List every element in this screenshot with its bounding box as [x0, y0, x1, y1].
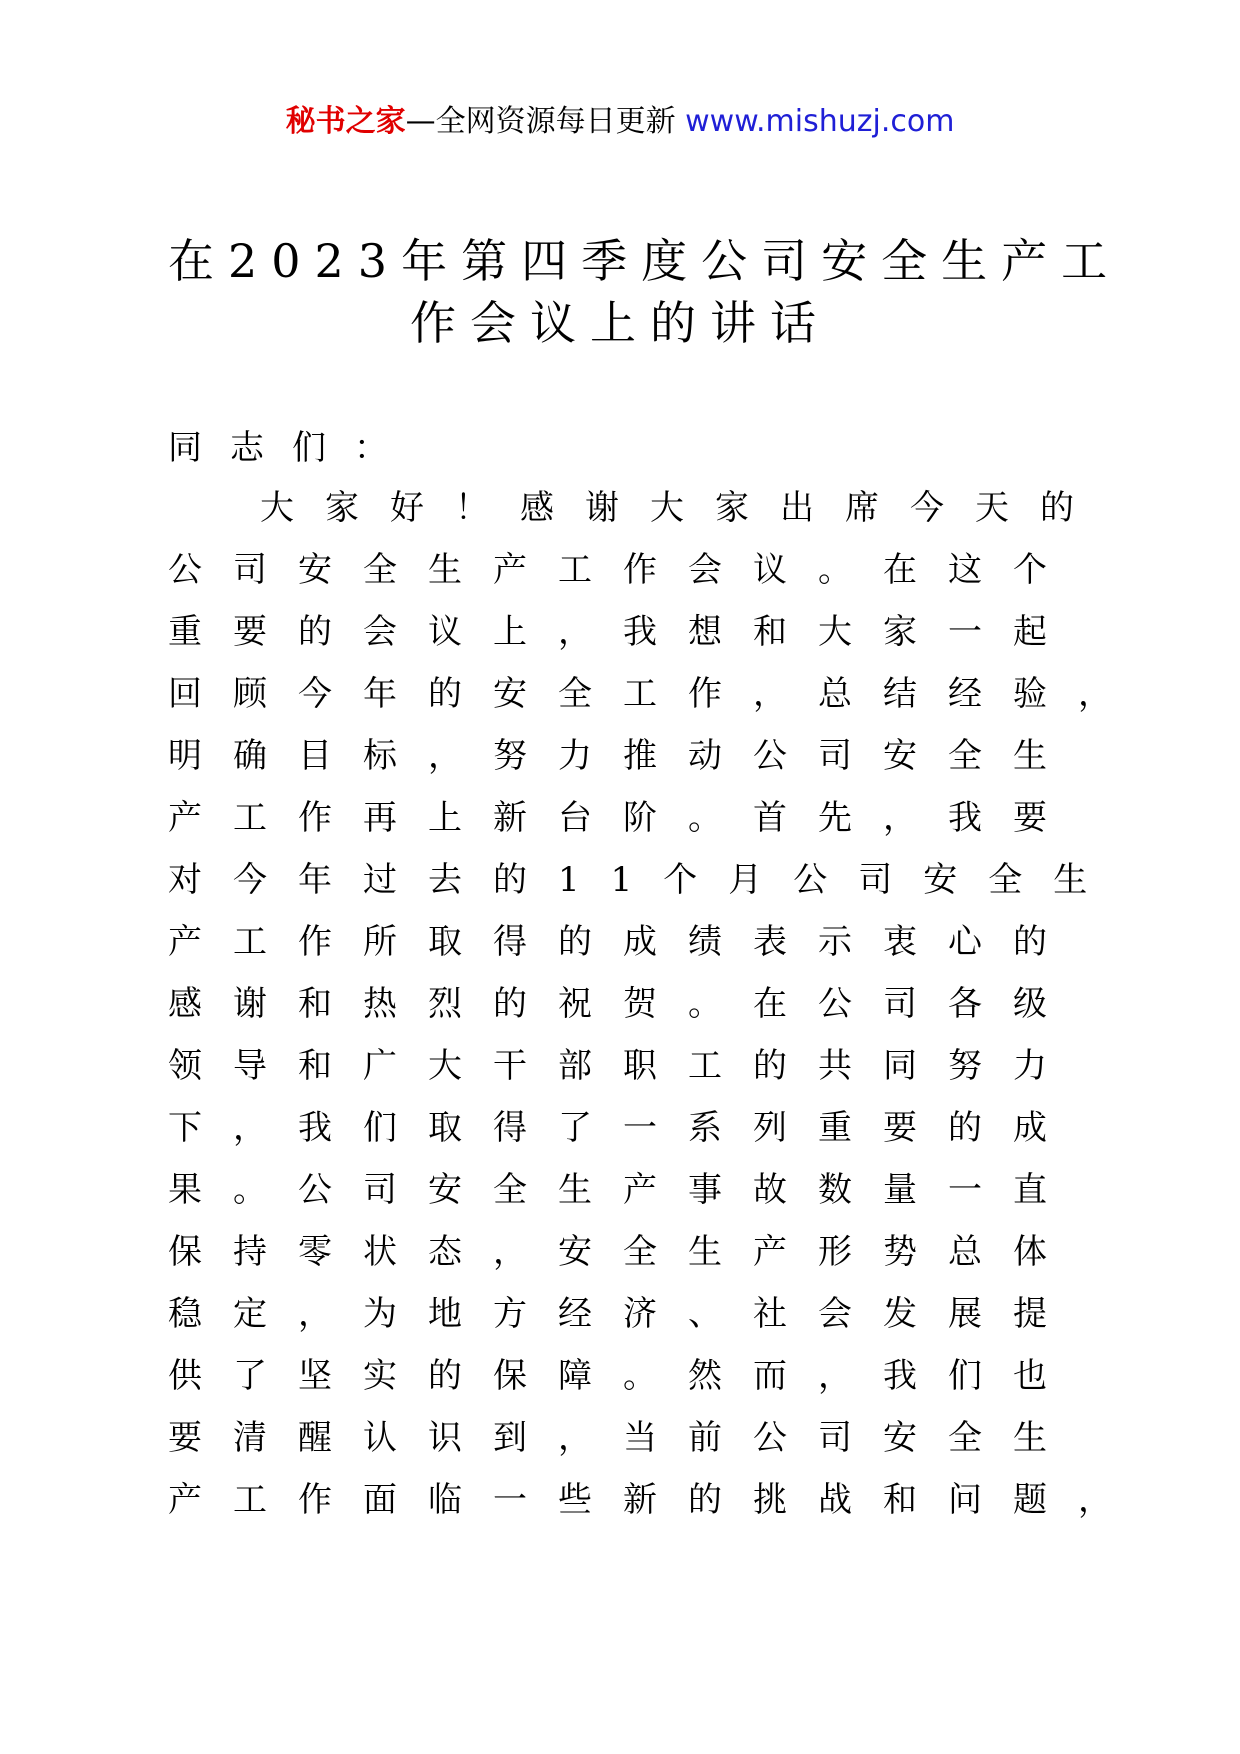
body-line: 果。公司安全生产事故数量一直 — [168, 1170, 1078, 1210]
body-line: 供了坚实的保障。然而，我们也 — [168, 1356, 1078, 1396]
body-line: 产工作面临一些新的挑战和问题， — [168, 1480, 1143, 1520]
salutation: 同志们： — [168, 428, 416, 468]
site-url-link[interactable]: www.mishuzj.com — [685, 104, 955, 139]
document-title — [168, 230, 1122, 354]
body-line: 产工作再上新台阶。首先，我要 — [168, 798, 1078, 838]
body-line: 大家好！感谢大家出席今天的 — [260, 488, 1105, 528]
body-line: 对今年过去的11个月公司安全生 — [168, 860, 1119, 900]
site-tagline: —全网资源每日更新 — [405, 104, 686, 139]
speech-body — [168, 486, 1143, 1540]
site-brand: 秘书之家 — [285, 104, 406, 139]
body-line: 稳定，为地方经济、社会发展提 — [168, 1294, 1078, 1334]
body-line: 保持零状态，安全生产形势总体 — [168, 1232, 1078, 1272]
body-line: 回顾今年的安全工作，总结经验， — [168, 674, 1143, 714]
body-line: 公司安全生产工作会议。在这个 — [168, 550, 1078, 590]
body-line: 要清醒认识到，当前公司安全生 — [168, 1418, 1078, 1458]
title-line-2: 作会议上的讲话 — [410, 296, 830, 350]
body-line: 产工作所取得的成绩表示衷心的 — [168, 922, 1078, 962]
body-line: 下，我们取得了一系列重要的成 — [168, 1108, 1078, 1148]
body-line: 重要的会议上，我想和大家一起 — [168, 612, 1078, 652]
body-line: 明确目标，努力推动公司安全生 — [168, 736, 1078, 776]
title-line-1: 在2023年第四季度公司安全生产工 — [168, 234, 1122, 288]
body-line: 感谢和热烈的祝贺。在公司各级 — [168, 984, 1078, 1024]
site-header — [0, 102, 1240, 142]
body-line: 领导和广大干部职工的共同努力 — [168, 1046, 1078, 1086]
